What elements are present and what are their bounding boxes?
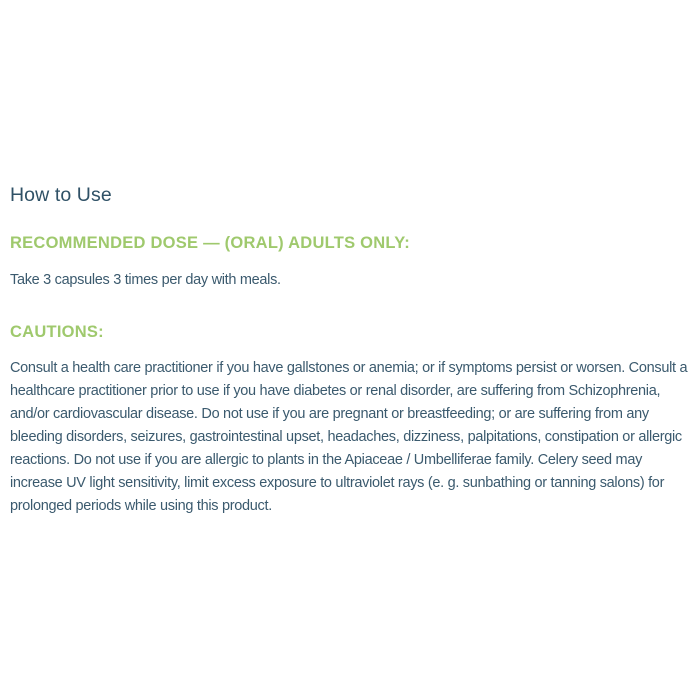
recommended-dose-heading: RECOMMENDED DOSE — (ORAL) ADULTS ONLY: xyxy=(10,234,410,252)
section-cautions xyxy=(10,322,695,518)
page-title: How to Use xyxy=(10,184,112,206)
cautions-text: Consult a health care practitioner if you have gallstones or anemia; or if symptoms persist or worsen. Consult a healthcare practitioner prior to use if you have diabetes or renal disorder, are suffering from Schizophrenia, and/or cardiovascular disease. Do not use if you are pregnant or breastfeeding; or are suffering from any bleeding disorders, seizures, gastrointestinal upset, headaches, dizziness, palpitations, constipation or allergic reactions. Do not use if you are allergic to plants in the Apiaceae / Umbelliferae family. Celery seed may increase UV light sensitivity, limit excess exposure to ultraviolet rays (e. g. sunbathing or tanning salons) for prolonged periods while using this product. xyxy=(10,360,688,514)
section-recommended-dose xyxy=(10,233,695,292)
cautions-heading: CAUTIONS: xyxy=(10,323,104,341)
recommended-dose-text: Take 3 capsules 3 times per day with meals. xyxy=(10,272,281,288)
